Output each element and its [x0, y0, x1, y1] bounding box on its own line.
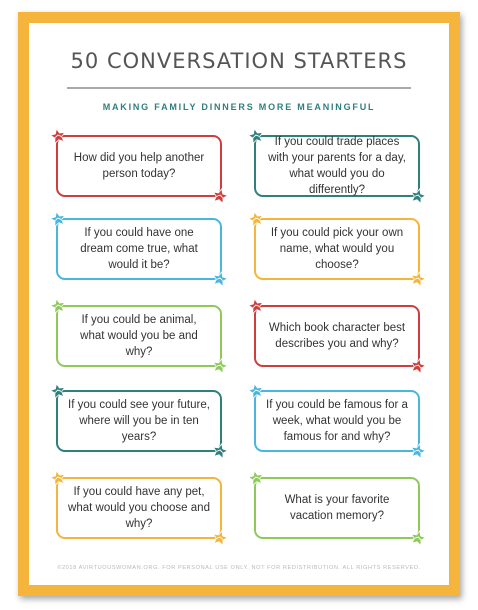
title-divider [67, 87, 411, 89]
star-icon [210, 269, 229, 288]
star-icon [210, 356, 229, 375]
card-text: If you could pick your own name, what would you choose? [270, 227, 404, 271]
star-icon [210, 186, 229, 205]
card-text: If you could have one dream come true, what would it be? [80, 227, 198, 271]
conversation-card [254, 218, 420, 280]
page-inner [29, 23, 449, 585]
page-title: 50 CONVERSATION STARTERS [70, 49, 408, 73]
conversation-card [254, 390, 420, 452]
conversation-card [254, 305, 420, 367]
star-icon [210, 528, 229, 547]
conversation-card [56, 218, 222, 280]
conversation-card [254, 477, 420, 539]
star-icon [49, 127, 68, 146]
star-icon [49, 210, 68, 229]
star-icon [247, 382, 266, 401]
conversation-card [56, 390, 222, 452]
conversation-card [56, 305, 222, 367]
card-text: If you could see your future, where will you be in ten years? [68, 399, 210, 443]
star-icon [408, 356, 427, 375]
copyright-footer: ©2018 AVIRTUOUSWOMAN.ORG. FOR PERSONAL USE ONLY. NOT FOR REDISTRIBUTION. ALL RIGHTS RESERVED. [57, 565, 421, 571]
star-icon [408, 186, 427, 205]
star-icon [49, 469, 68, 488]
card-text: How did you help another person today? [73, 152, 205, 180]
card-text: If you could be famous for a week, what would you be famous for and why? [266, 399, 408, 443]
page-subtitle: MAKING FAMILY DINNERS MORE MEANINGFUL [102, 102, 376, 112]
card-text: Which book character best describes you and why? [268, 322, 406, 350]
star-icon [247, 210, 266, 229]
card-text: What is your favorite vacation memory? [284, 494, 390, 522]
star-icon [247, 127, 266, 146]
printable-page [18, 12, 460, 596]
star-icon [49, 382, 68, 401]
card-text: If you could trade places with your parents for a day, what would you do differently? [268, 136, 406, 196]
conversation-card [254, 135, 420, 197]
star-icon [408, 441, 427, 460]
star-icon [408, 269, 427, 288]
star-icon [408, 528, 427, 547]
star-icon [247, 297, 266, 316]
star-icon [49, 297, 68, 316]
conversation-card [56, 135, 222, 197]
conversation-card [56, 477, 222, 539]
card-text: If you could have any pet, what would you choose and why? [68, 486, 210, 530]
star-icon [210, 441, 229, 460]
star-icon [247, 469, 266, 488]
card-text: If you could be animal, what would you be and why? [80, 314, 198, 358]
